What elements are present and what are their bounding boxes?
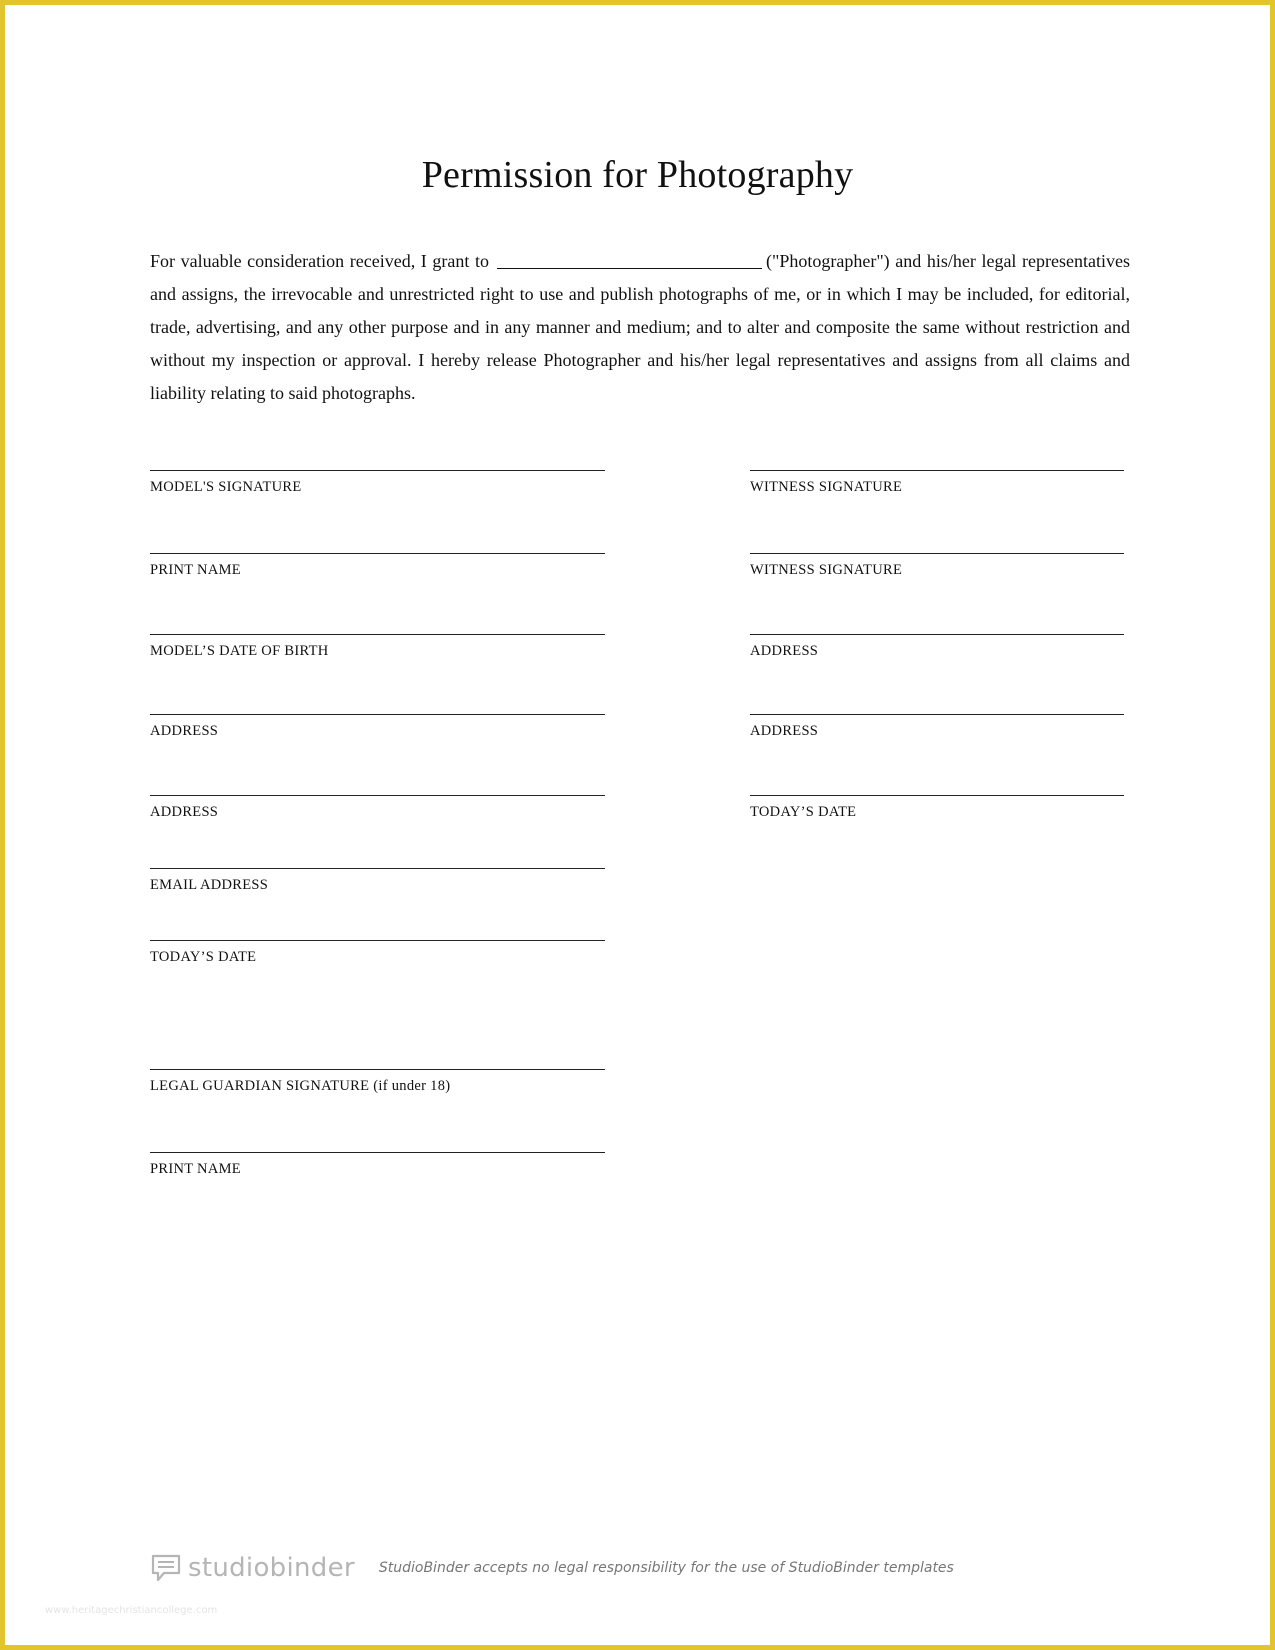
signature-line (150, 940, 605, 941)
field-label: ADDRESS (750, 723, 819, 739)
signature-line (150, 470, 605, 471)
signature-line (750, 553, 1124, 554)
disclaimer-text: StudioBinder accepts no legal responsibility for the use of StudioBinder templates (378, 1560, 954, 1576)
witness-signature-field-1[interactable] (750, 470, 1124, 496)
field-label: EMAIL ADDRESS (150, 877, 269, 893)
guardian-signature-field[interactable] (150, 1069, 605, 1095)
paragraph-start: For valuable consideration received, I grant to (150, 251, 489, 271)
signature-line (150, 553, 605, 554)
todays-date-field[interactable] (150, 940, 605, 966)
watermark-text: www.heritagechristiancollege.com (45, 1605, 218, 1616)
signature-line (150, 868, 605, 869)
signature-line (150, 1152, 605, 1153)
field-label: ADDRESS (750, 643, 819, 659)
field-label: TODAY’S DATE (150, 949, 257, 965)
signature-line (150, 714, 605, 715)
logo-text (188, 1553, 355, 1583)
paragraph-rest: ("Photographer") and his/her legal representatives and assigns, the irrevocable and unrestricted right to use and publish photographs of me, or in which I may be included, for editorial, trade, advertising, and any other purpose and in any manner and medium; and to alter and composite the same without restriction and without my inspection or approval. I hereby release Photographer and his/her legal representatives and assigns from all claims and liability relating to said photographs. (150, 251, 1130, 403)
field-label: MODEL’S DATE OF BIRTH (150, 643, 329, 659)
field-label: WITNESS SIGNATURE (750, 479, 903, 495)
address-field-2[interactable] (150, 795, 605, 821)
witness-address-field-1[interactable] (750, 634, 1124, 660)
field-label: ADDRESS (150, 804, 219, 820)
consent-paragraph (150, 245, 1130, 410)
email-address-field[interactable] (150, 868, 605, 894)
field-label: LEGAL GUARDIAN SIGNATURE (if under 18) (150, 1078, 451, 1094)
document-title: Permission for Photography (421, 154, 854, 196)
footer (150, 1553, 954, 1583)
witness-todays-date-field[interactable] (750, 795, 1124, 821)
signature-line (750, 470, 1124, 471)
field-label: WITNESS SIGNATURE (750, 562, 903, 578)
print-name-field[interactable] (150, 553, 605, 579)
field-label: ADDRESS (150, 723, 219, 739)
models-signature-field[interactable] (150, 470, 605, 496)
signature-line (750, 714, 1124, 715)
speech-bubble-icon (150, 1553, 182, 1583)
field-label: MODEL'S SIGNATURE (150, 479, 302, 495)
logo-text-light: studio (188, 1553, 270, 1583)
field-label: PRINT NAME (150, 562, 241, 578)
date-of-birth-field[interactable] (150, 634, 605, 660)
witness-address-field-2[interactable] (750, 714, 1124, 740)
guardian-print-name-field[interactable] (150, 1152, 605, 1178)
signature-line (150, 795, 605, 796)
address-field-1[interactable] (150, 714, 605, 740)
signature-line (150, 1069, 605, 1070)
signature-line (150, 634, 605, 635)
field-label: PRINT NAME (150, 1161, 241, 1177)
witness-signature-field-2[interactable] (750, 553, 1124, 579)
logo-text-bold: binder (269, 1553, 355, 1583)
signature-line (750, 634, 1124, 635)
signature-line (750, 795, 1124, 796)
photographer-name-blank[interactable] (497, 248, 762, 269)
field-label: TODAY’S DATE (750, 804, 857, 820)
studiobinder-logo (150, 1553, 355, 1583)
